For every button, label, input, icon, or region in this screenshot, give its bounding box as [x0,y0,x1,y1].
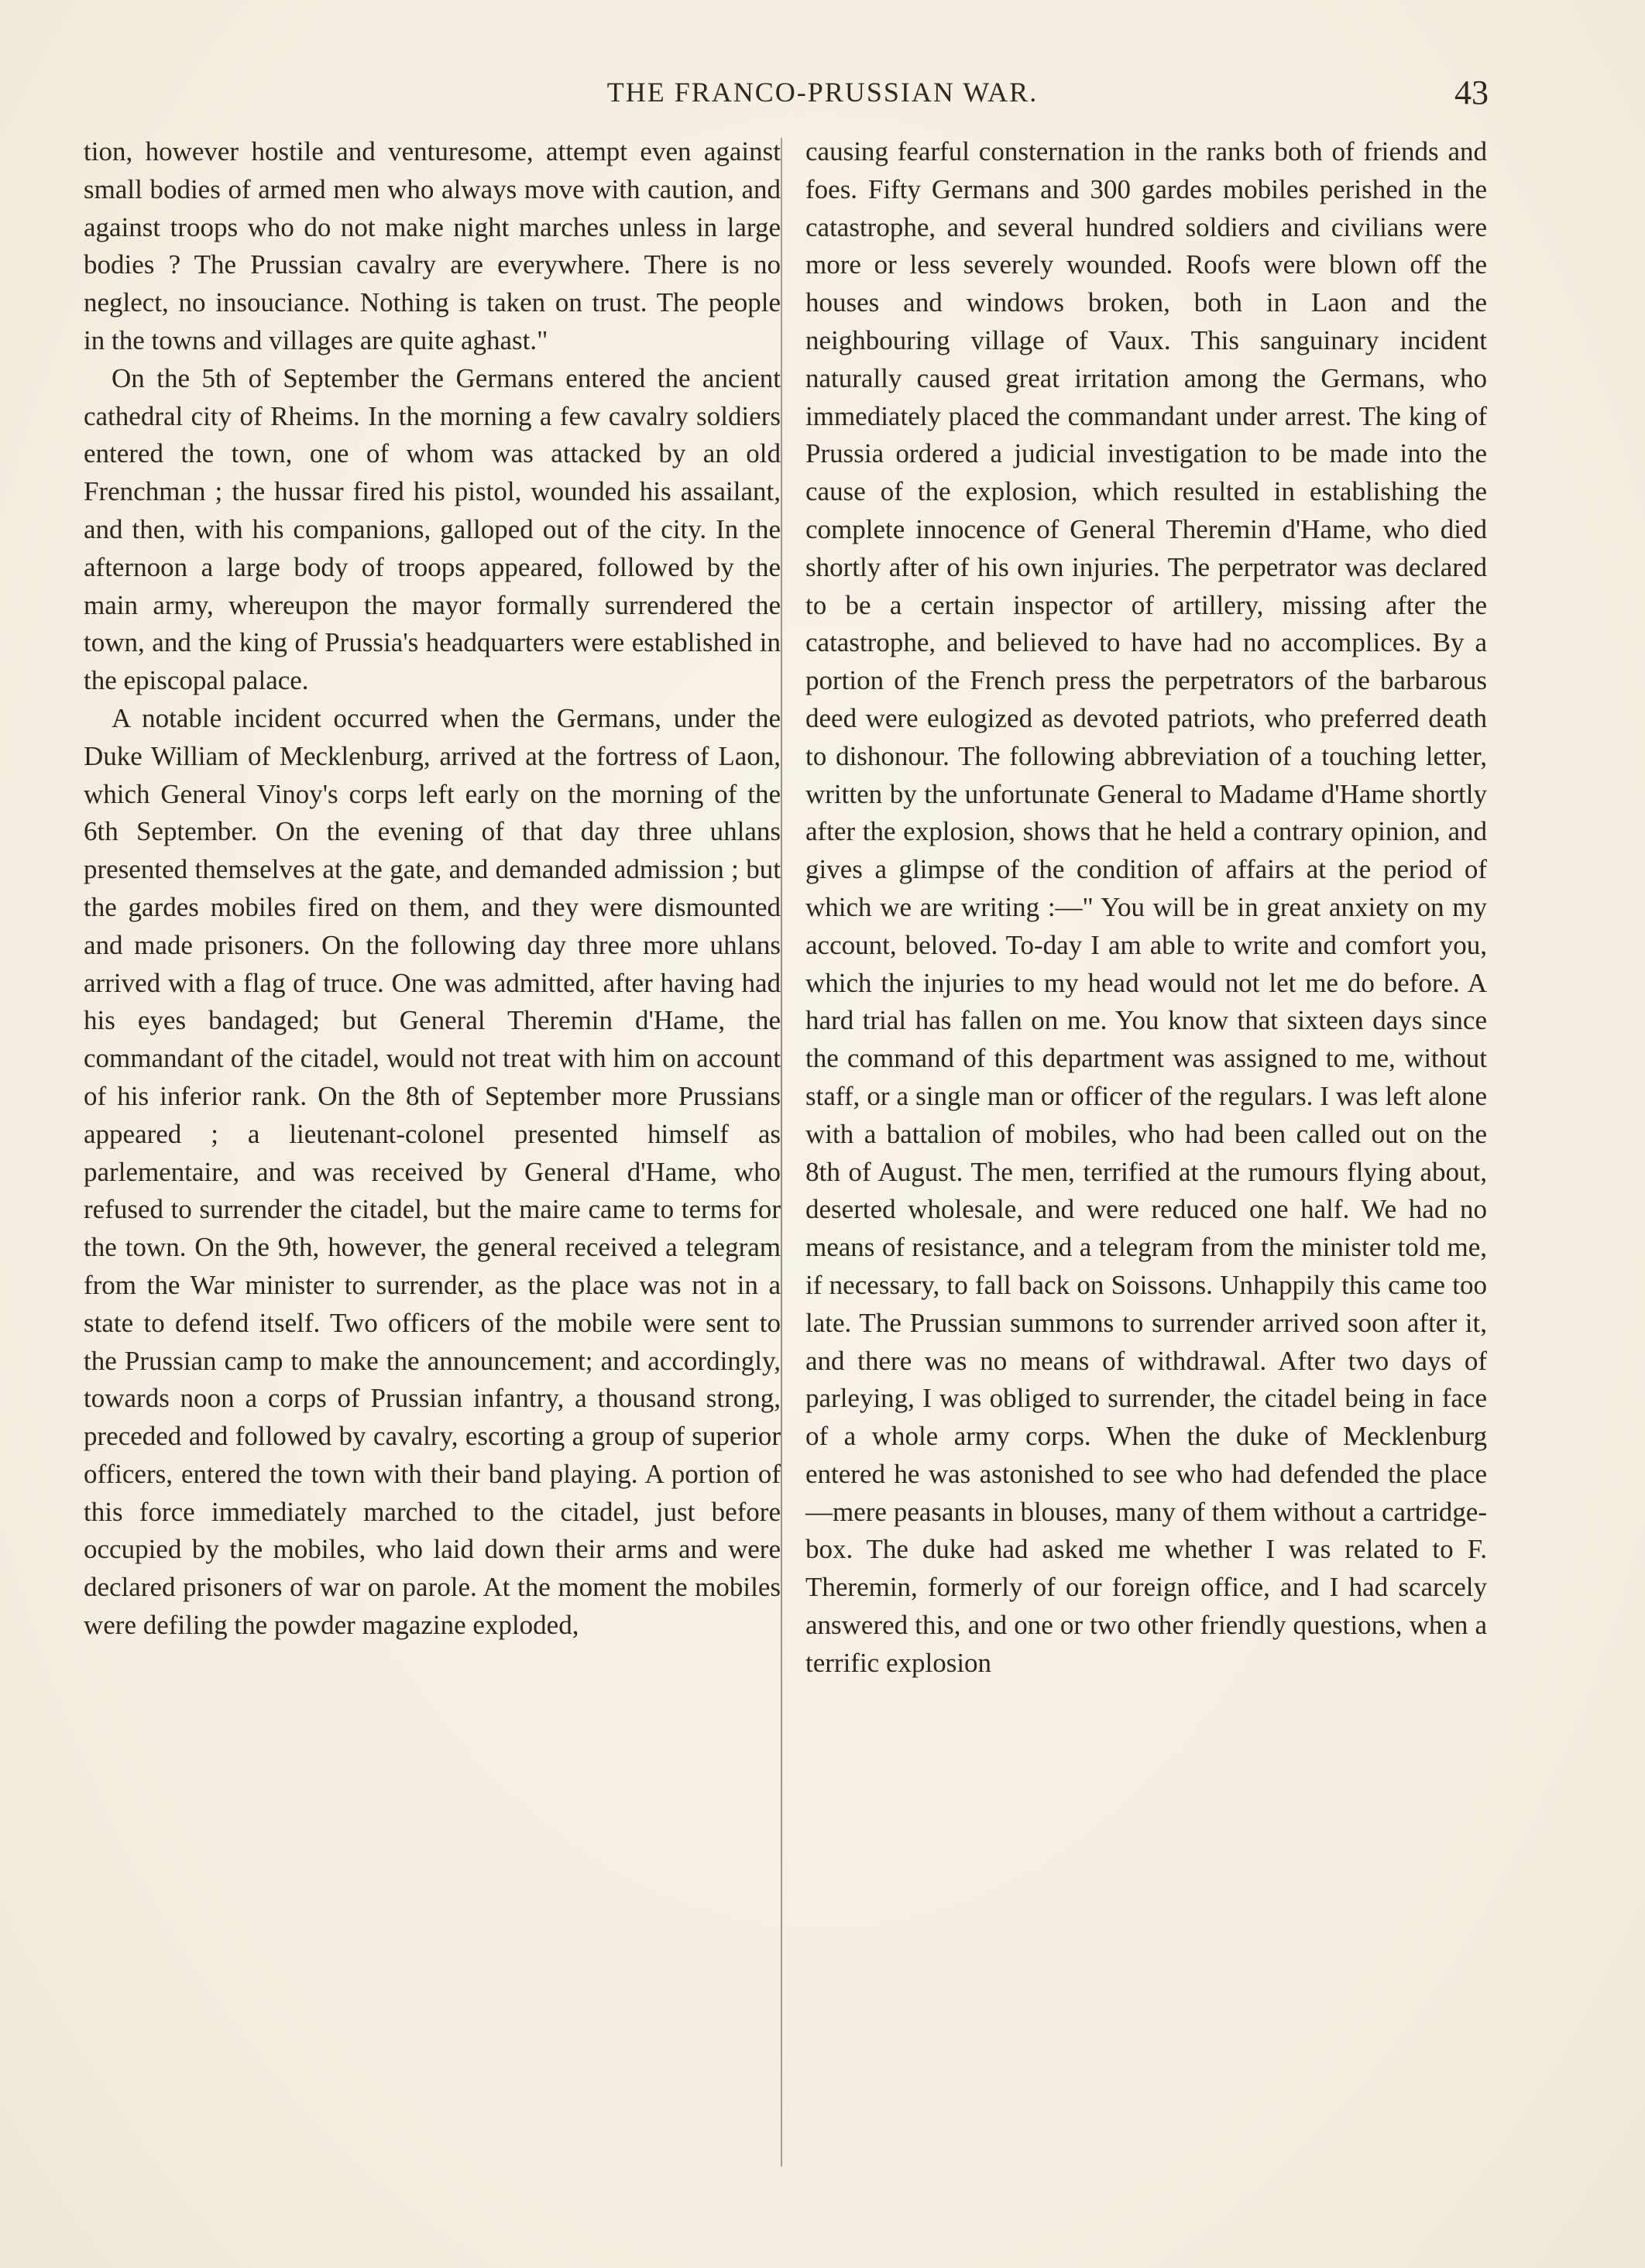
right-paragraph-1: causing fearful consternation in the ranks both of friends and foes. Fifty Germans and 300 gardes mobiles perished in the catastrophe, and several hundred soldiers and civilians were more or less severely wounded. Roofs were blown off the houses and windows broken, both in Laon and the neighbouring village of Vaux. This sanguinary incident naturally caused great irritation among the Germans, who immediately placed the commandant under arrest. The king of Prussia ordered a judicial investigation to be made into the cause of the explosion, which resulted in establishing the complete innocence of General Theremin d'Hame, who died shortly after of his own injuries. The perpetrator was declared to be a certain inspector of artillery, missing after the catastrophe, and believed to have had no accomplices. By a portion of the French press the perpetrators of the barbarous deed were eulogized as devoted patriots, who preferred death to dishonour. The following abbreviation of a touching letter, written by the unfortunate General to Madame d'Hame shortly after the explosion, shows that he held a contrary opinion, and gives a glimpse of the condition of affairs at the period of which we are writing :—" You will be in great anxiety on my account, beloved. To-day I am able to write and comfort you, which the injuries to my head would not let me do before. A hard trial has fallen on me. You know that sixteen days since the command of this department was assigned to me, without staff, or a single man or officer of the regulars. I was left alone with a battalion of mobiles, who had been called out on the 8th of August. The men, terrified at the rumours flying about, deserted wholesale, and were reduced one half. We had no means of resistance, and a telegram from the minister told me, if necessary, to fall back on Soissons. Unhappily this came too late. The Prussian summons to surrender arrived soon after it, and there was no means of withdrawal. After two days of parleying, I was obliged to surrender, the citadel being in face of a whole army corps. When the duke of Mecklenburg entered he was astonished to see who had defended the place—mere peasants in blouses, many of them without a cartridge-box. The duke had asked me whether I was related to F. Theremin, formerly of our foreign office, and I had scarcely answered this, and one or two other friendly questions, when a terrific explosion [805,136,1487,1678]
left-column [84,133,781,2177]
left-paragraph-1: tion, however hostile and venturesome, attempt even against small bodies of armed men who always move with caution, and against troops who do not make night marches unless in large bodies ? The Prussian cavalry are everywhere. There is no neglect, no insouciance. Nothing is taken on trust. The people in the towns and villages are quite aghast." [84,136,781,355]
running-title: THE FRANCO-PRUSSIAN WAR. [606,77,1039,108]
left-paragraph-3: A notable incident occurred when the Germans, under the Duke William of Mecklenburg, arrived at the fortress of Laon, which General Vinoy's corps left early on the morning of the 6th September. On the evening of that day three uhlans presented themselves at the gate, and demanded admission ; but the gardes mobiles fired on them, and they were dismounted and made prisoners. On the following day three more uhlans arrived with a flag of truce. One was admitted, after having had his eyes bandaged; but General Theremin d'Hame, the commandant of the citadel, would not treat with him on account of his inferior rank. On the 8th of September more Prussians appeared ; a lieutenant-colonel presented himself as parlementaire, and was received by General d'Hame, who refused to surrender the citadel, but the maire came to terms for the town. On the 9th, however, the general received a telegram from the War minister to surrender, as the place was not in a state to defend itself. Two officers of the mobile were sent to the Prussian camp to make the announcement; and accordingly, towards noon a corps of Prussian infantry, a thousand strong, preceded and followed by cavalry, escorting a group of superior officers, entered the town with their band playing. A portion of this force immediately marched to the citadel, just before occupied by the mobiles, who laid down their arms and were declared prisoners of war on parole. At the moment the mobiles were defiling the powder magazine exploded, [84,702,781,1641]
left-paragraph-2: On the 5th of September the Germans entered the ancient cathedral city of Rheims. In the morning a few cavalry soldiers entered the town, one of whom was attacked by an old Frenchman ; the hussar fired his pistol, wounded his assailant, and then, with his companions, galloped out of the city. In the afternoon a large body of troops appeared, followed by the main army, whereupon the mayor formally surrendered the town, and the king of Prussia's headquarters were established in the episcopal palace. [84,362,781,696]
page-number: 43 [1454,74,1489,112]
right-column [805,133,1487,2177]
running-head [0,76,1645,122]
column-divider [781,138,782,2167]
